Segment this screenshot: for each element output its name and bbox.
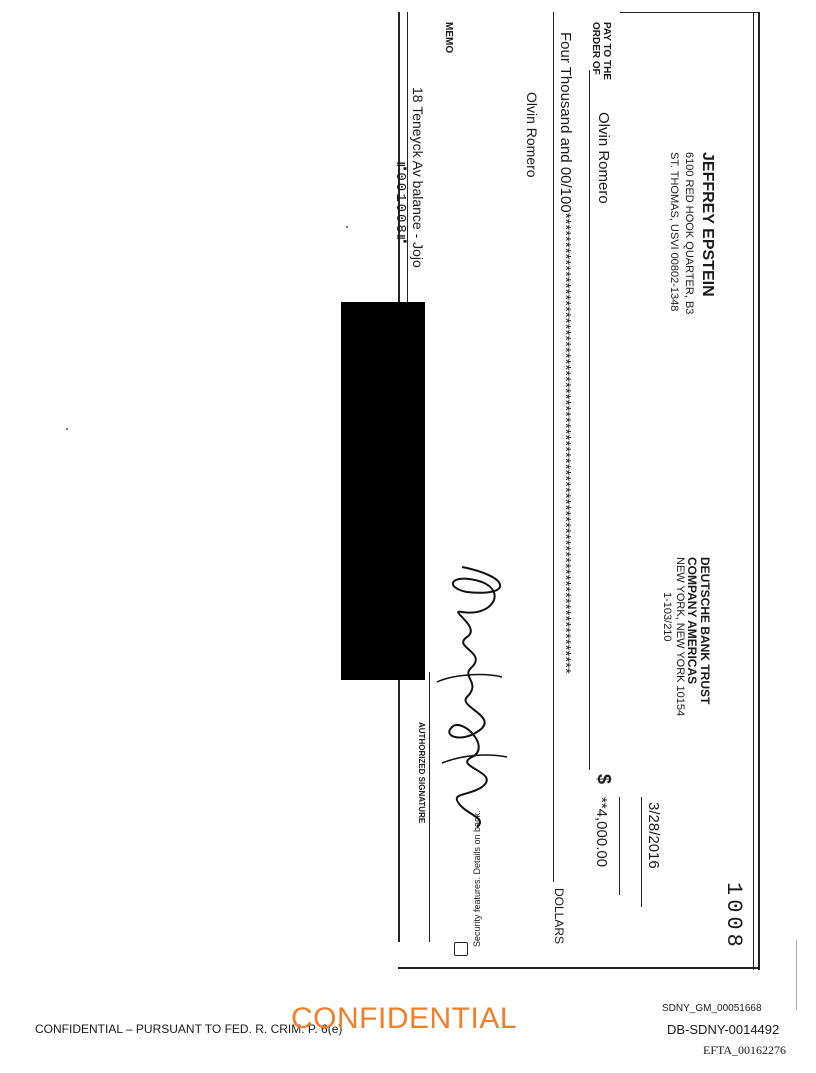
payee-address-name: Olvin Romero bbox=[524, 92, 540, 178]
bates-number-db-sdny: DB-SDNY-0014492 bbox=[667, 1022, 780, 1037]
amount-line bbox=[553, 12, 554, 882]
amount-numeric: **4,000.00 bbox=[593, 797, 610, 868]
check-border bbox=[758, 12, 760, 970]
security-text: Security features. Details on back. bbox=[472, 810, 482, 947]
confidential-stamp: CONFIDENTIAL bbox=[291, 1002, 518, 1035]
signature-line bbox=[429, 672, 430, 942]
scan-edge-mark bbox=[796, 940, 797, 1010]
bank-name: DEUTSCHE BANK TRUST bbox=[698, 557, 712, 705]
check-date: 3/28/2016 bbox=[645, 802, 662, 869]
dollars-label: DOLLARS bbox=[552, 888, 566, 945]
check-number: 1008 bbox=[721, 882, 746, 951]
bates-number-efta: EFTA_00162276 bbox=[703, 1043, 787, 1057]
scan-speck bbox=[66, 428, 68, 430]
bank-routing: 1-103/210 bbox=[661, 592, 673, 642]
pay-to-label: ORDER OF bbox=[590, 22, 601, 75]
redaction-box bbox=[341, 302, 425, 680]
check-border bbox=[620, 12, 760, 13]
check-border bbox=[753, 12, 754, 970]
check-border bbox=[398, 967, 760, 969]
lock-icon bbox=[454, 942, 468, 956]
signature-image bbox=[432, 557, 522, 837]
signature-label: AUTHORIZED SIGNATURE bbox=[417, 722, 426, 824]
payee-name: Olvin Romero bbox=[595, 112, 612, 204]
check bbox=[392, 12, 760, 970]
amount-box-line bbox=[619, 797, 620, 895]
payee-line bbox=[589, 70, 590, 770]
bates-number-sdny-gm: SDNY_GM_00051668 bbox=[662, 1003, 762, 1014]
confidential-legend: CONFIDENTIAL – PURSUANT TO FED. R. CRIM. P. 6(e) bbox=[35, 1022, 343, 1036]
memo-text: 18 Teneyck Av balance - Jojo bbox=[410, 87, 426, 268]
account-holder-name: JEFFREY EPSTEIN bbox=[699, 152, 716, 297]
bank-name: COMPANY AMERICAS bbox=[685, 557, 699, 685]
account-holder-address: 6100 RED HOOK QUARTER, B3 bbox=[683, 152, 695, 315]
bank-address: NEW YORK, NEW YORK 10154 bbox=[674, 557, 686, 717]
dollar-sign: $ bbox=[594, 774, 614, 785]
account-holder-address: ST. THOMAS, USVI 00802-1348 bbox=[668, 152, 680, 312]
pay-to-label: PAY TO THE bbox=[601, 22, 612, 80]
micr-line: ⑈001008⑈ bbox=[392, 162, 408, 246]
scan-speck bbox=[346, 226, 348, 228]
amount-words: Four Thousand and 00/100******************************************************************************* bbox=[557, 32, 574, 674]
memo-label: MEMO bbox=[443, 22, 454, 54]
date-line bbox=[641, 797, 642, 907]
